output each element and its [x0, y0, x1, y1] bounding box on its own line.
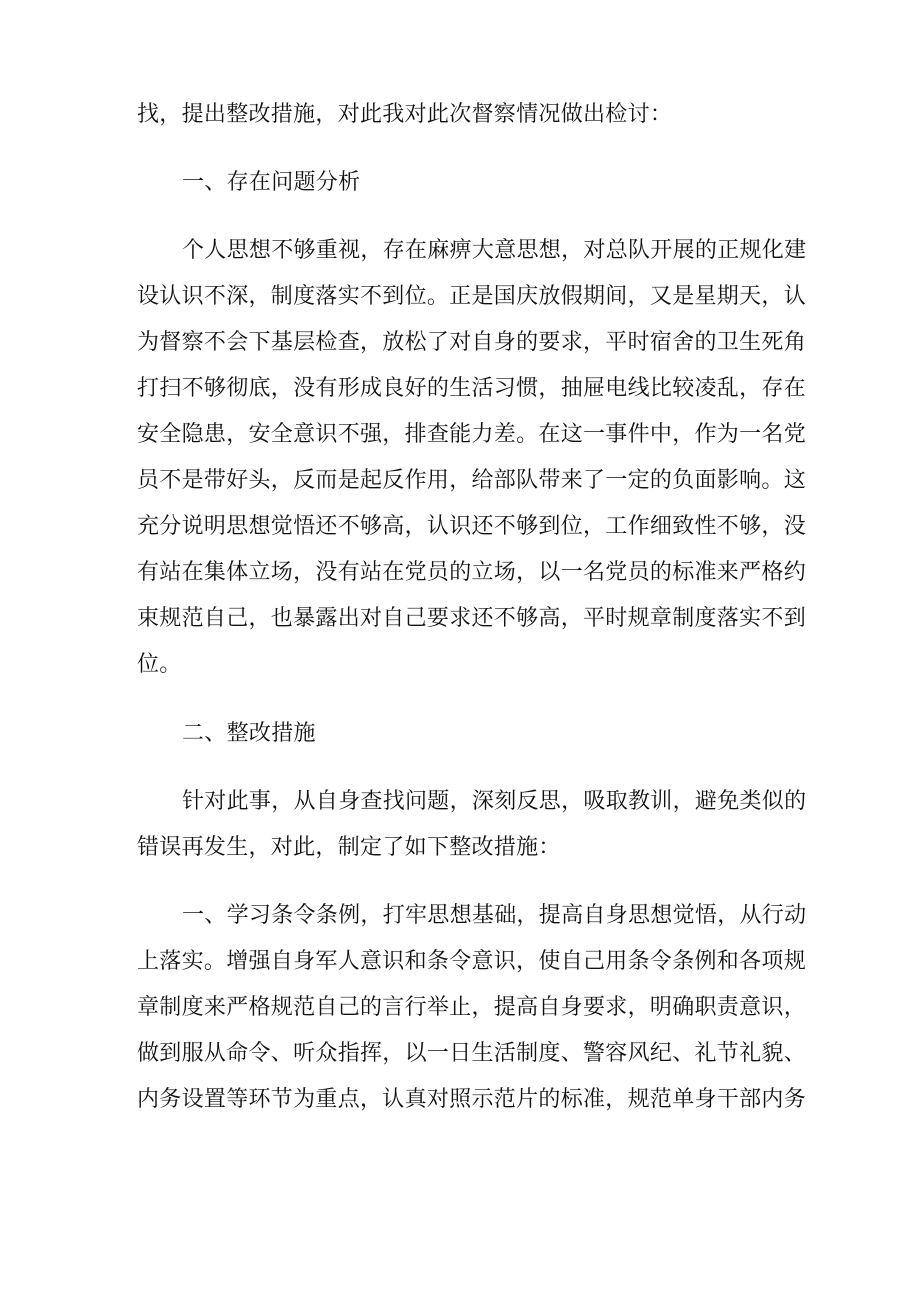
section-heading: 二、整改措施 — [182, 721, 316, 746]
paragraph-line: 安全隐患，安全意识不强，排查能力差。在这一事件中，作为一名党 — [137, 422, 807, 447]
paragraph-line: 有站在集体立场，没有站在党员的立场，以一名党员的标准来严格约 — [137, 560, 807, 585]
paragraph-line: 找，提出整改措施，对此我对此次督察情况做出检讨： — [137, 102, 673, 127]
paragraph-line: 设认识不深，制度落实不到位。正是国庆放假期间，又是星期天，认 — [137, 284, 807, 309]
paragraph-line: 上落实。增强自身军人意识和条令意识，使自己用条令条例和各项规 — [137, 949, 807, 974]
paragraph-line: 章制度来严格规范自己的言行举止，提高自身要求，明确职责意识， — [137, 995, 807, 1020]
paragraph-line: 员不是带好头，反而是起反作用，给部队带来了一定的负面影响。这 — [137, 468, 807, 493]
paragraph-line: 做到服从命令、听众指挥，以一日生活制度、警容风纪、礼节礼貌、 — [137, 1041, 807, 1066]
paragraph-line: 内务设置等环节为重点，认真对照示范片的标准，规范单身干部内务 — [137, 1087, 807, 1112]
paragraph-line: 束规范自己，也暴露出对自己要求还不够高，平时规章制度落实不到 — [137, 606, 807, 631]
paragraph-line: 个人思想不够重视，存在麻痹大意思想，对总队开展的正规化建 — [182, 238, 807, 263]
section-heading: 一、存在问题分析 — [182, 170, 361, 195]
paragraph-line: 错误再发生，对此，制定了如下整改措施： — [137, 835, 561, 860]
paragraph-line: 为督察不会下基层检查，放松了对自身的要求，平时宿舍的卫生死角 — [137, 330, 807, 355]
paragraph-line: 一、学习条令条例，打牢思想基础，提高自身思想觉悟，从行动 — [182, 903, 807, 928]
paragraph-line: 位。 — [137, 652, 182, 677]
paragraph-line: 打扫不够彻底，没有形成良好的生活习惯，抽屉电线比较凌乱，存在 — [137, 376, 807, 401]
paragraph-line: 针对此事，从自身查找问题，深刻反思，吸取教训，避免类似的 — [182, 789, 807, 814]
paragraph-line: 充分说明思想觉悟还不够高，认识还不够到位，工作细致性不够，没 — [137, 514, 807, 539]
